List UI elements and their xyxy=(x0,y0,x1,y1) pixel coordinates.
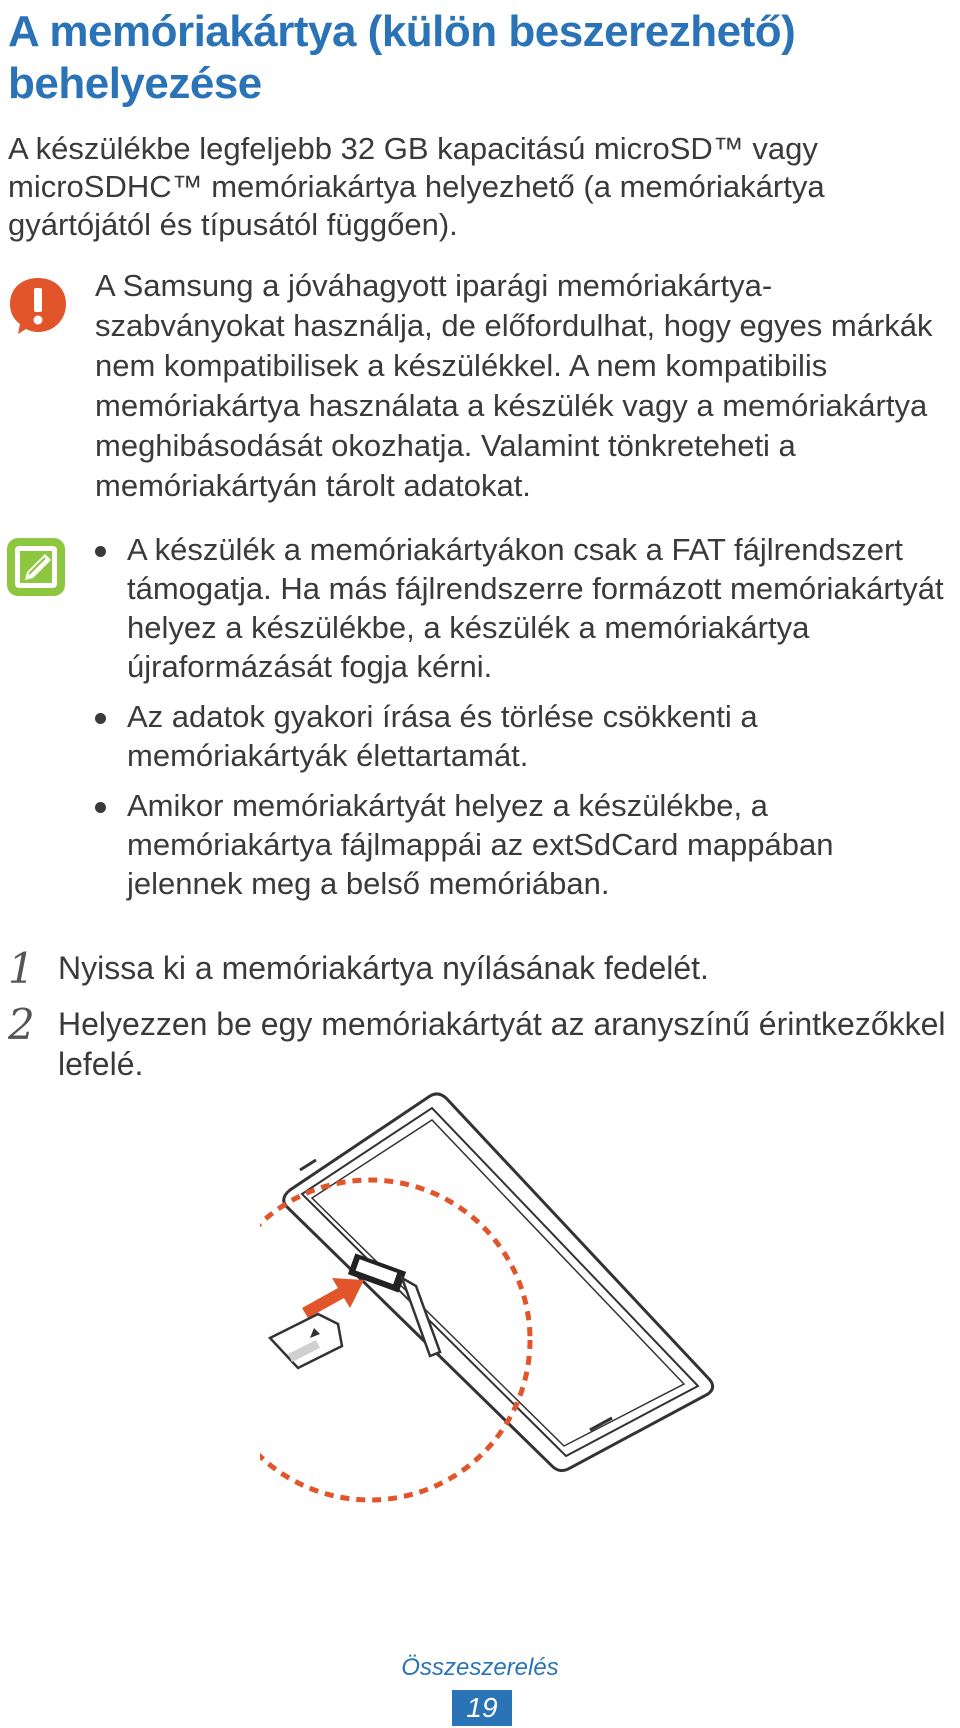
list-item xyxy=(95,697,955,775)
warning-icon xyxy=(8,276,68,341)
page-number: 19 xyxy=(452,1690,512,1726)
note-list xyxy=(95,530,955,914)
warning-text: A Samsung a jóváhagyott iparági memóriakártya-szabványokat használja, de előfordulhat, hogy egyes márkák nem kompatibilisek a készülékkel. A nem kompatibilis memóriakártya használata a készülék vagy a memóriakártya meghibásodását okozhatja. Valamint tönkreteheti a memóriakártyán tárolt adatokat. xyxy=(95,268,933,503)
note-text: Amikor memóriakártyát helyez a készülékbe, a memóriakártya fájlmappái az extSdCard mappában jelennek meg a belső memóriában. xyxy=(127,788,834,901)
intro-paragraph: A készülékbe legfeljebb 32 GB kapacitású microSD™ vagy microSDHC™ memóriakártya helyezhető (a memóriakártya gyártójától és típusától függően). xyxy=(8,131,825,242)
step-number: 1 xyxy=(8,944,35,993)
step-2 xyxy=(8,1000,948,1084)
step-number: 2 xyxy=(8,1000,35,1049)
note-text: Az adatok gyakori írása és törlése csökkenti a memóriakártyák élettartamát. xyxy=(127,699,758,773)
step-1 xyxy=(8,944,948,993)
step-text: Helyezzen be egy memóriakártyát az aranyszínű érintkezőkkel lefelé. xyxy=(58,1006,946,1082)
bullet-icon xyxy=(95,802,106,813)
bullet-icon xyxy=(95,713,106,724)
microsd-card-icon xyxy=(270,1314,342,1368)
note-text: A készülék a memóriakártyákon csak a FAT fájlrendszert támogatja. Ha más fájlrendszerre formázott memóriakártyát helyez a készülékbe, a készülék a memóriakártya újraformázását fogja kérni. xyxy=(127,532,944,684)
list-item xyxy=(95,786,955,903)
insert-arrow-icon xyxy=(302,1278,364,1318)
list-item xyxy=(95,530,955,686)
bullet-icon xyxy=(95,546,106,557)
page-title: A memóriakártya (külön beszerezhető) behelyezése xyxy=(8,7,796,108)
memory-card-illustration xyxy=(260,1090,720,1555)
note-pencil-icon xyxy=(5,536,67,603)
footer-section-label: Összeszerelés xyxy=(401,1654,559,1681)
step-text: Nyissa ki a memóriakártya nyílásának fedelét. xyxy=(58,950,709,986)
